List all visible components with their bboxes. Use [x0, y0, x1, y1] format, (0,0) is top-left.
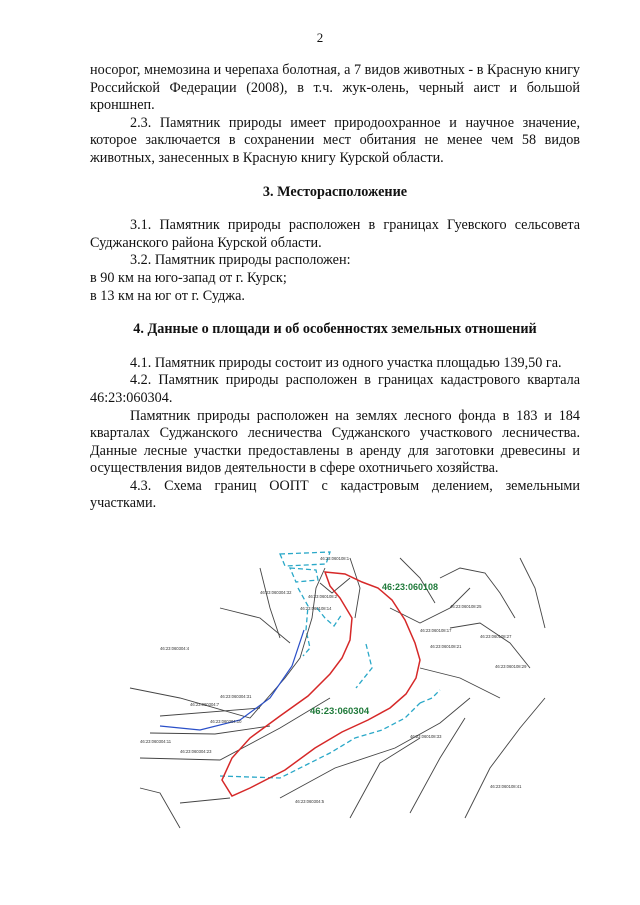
- paragraph-4-3: 4.3. Схема границ ООПТ с кадастровым делением, земельными участками.: [90, 477, 580, 512]
- parcel-label: 46:23:060108:25: [450, 604, 482, 609]
- parcel-label: 46:23:060108:27: [480, 634, 512, 639]
- parcel-label: 46:23:060304:23: [180, 749, 212, 754]
- parcel-label: 46:23:060304:11: [140, 739, 172, 744]
- paragraph-3-2-distance-sudzha: в 13 км на юг от г. Суджа.: [90, 287, 245, 304]
- paragraph-4-1: 4.1. Памятник природы состоит из одного участка площадью 139,50 га.: [130, 354, 562, 371]
- parcel-label: 46:23:060108:41: [490, 784, 522, 789]
- parcel-lines: [130, 558, 545, 828]
- parcel-label: 46:23:060108:2: [308, 594, 338, 599]
- heading-section-3: 3. Месторасположение: [262, 183, 408, 200]
- parcel-label: 46:23:060304:5: [295, 799, 325, 804]
- cadastral-boundary-map: [120, 548, 550, 838]
- parcel-label: 46:23:060304:31: [220, 694, 252, 699]
- parcel-label: 46:23:060108:14: [300, 606, 332, 611]
- quarter-label-top: 46:23:060108: [382, 582, 439, 592]
- parcel-label-group: [140, 556, 527, 804]
- parcel-label: 46:23:060304:10: [210, 719, 242, 724]
- paragraph-3-1: 3.1. Памятник природы расположен в границах Гуевского сельсовета Суджанского района Курской области.: [90, 217, 580, 251]
- paragraph-3-2-distance-kursk: в 90 км на юго-запад от г. Курск;: [90, 269, 287, 286]
- paragraph-3-2: 3.2. Памятник природы расположен:: [130, 252, 351, 269]
- parcel-label: 46:23:060108:17: [420, 628, 452, 633]
- document-body: [90, 62, 580, 513]
- parcel-label: 46:23:060108:33: [410, 734, 442, 739]
- parcel-label: 46:23:060108:29: [495, 664, 527, 669]
- parcel-label: 46:23:060304:7: [190, 702, 220, 707]
- parcel-label: 46:23:060304:32: [260, 590, 292, 595]
- paragraph-2-3: 2.3. Памятник природы имеет природоохранное и научное значение, которое заключается в сохранении мест обитания не менее чем 58 видов животных, занесенных в Красную книгу Курской области.: [90, 114, 580, 166]
- heading-section-4: 4. Данные о площади и об особенностях земельных отношений: [133, 321, 537, 338]
- paragraph-4-2-forest: Памятник природы расположен на землях лесного фонда в 183 и 184 кварталах Суджанского лесничества Суджанского участкового лесничества. Данные лесные участки предоставлены в аренду для заготовки древесины и осуществления видов деятельности в сфере охотничьего хозяйства.: [90, 407, 580, 477]
- page-number: 2: [316, 30, 324, 45]
- quarter-label-main: 46:23:060304: [310, 706, 370, 717]
- paragraph-4-2: 4.2. Памятник природы расположен в границах кадастрового квартала 46:23:060304.: [90, 372, 580, 406]
- parcel-label: 46:23:060108:1: [320, 556, 350, 561]
- parcel-label: 46:23:060108:21: [430, 644, 462, 649]
- paragraph-intro: носорог, мнемозина и черепаха болотная, а 7 видов животных - в Красную книгу Российской Федерации (2008), в т.ч. жук-олень, черный аист и большой кроншнеп.: [90, 62, 580, 114]
- parcel-label: 46:23:060304:4: [160, 646, 190, 651]
